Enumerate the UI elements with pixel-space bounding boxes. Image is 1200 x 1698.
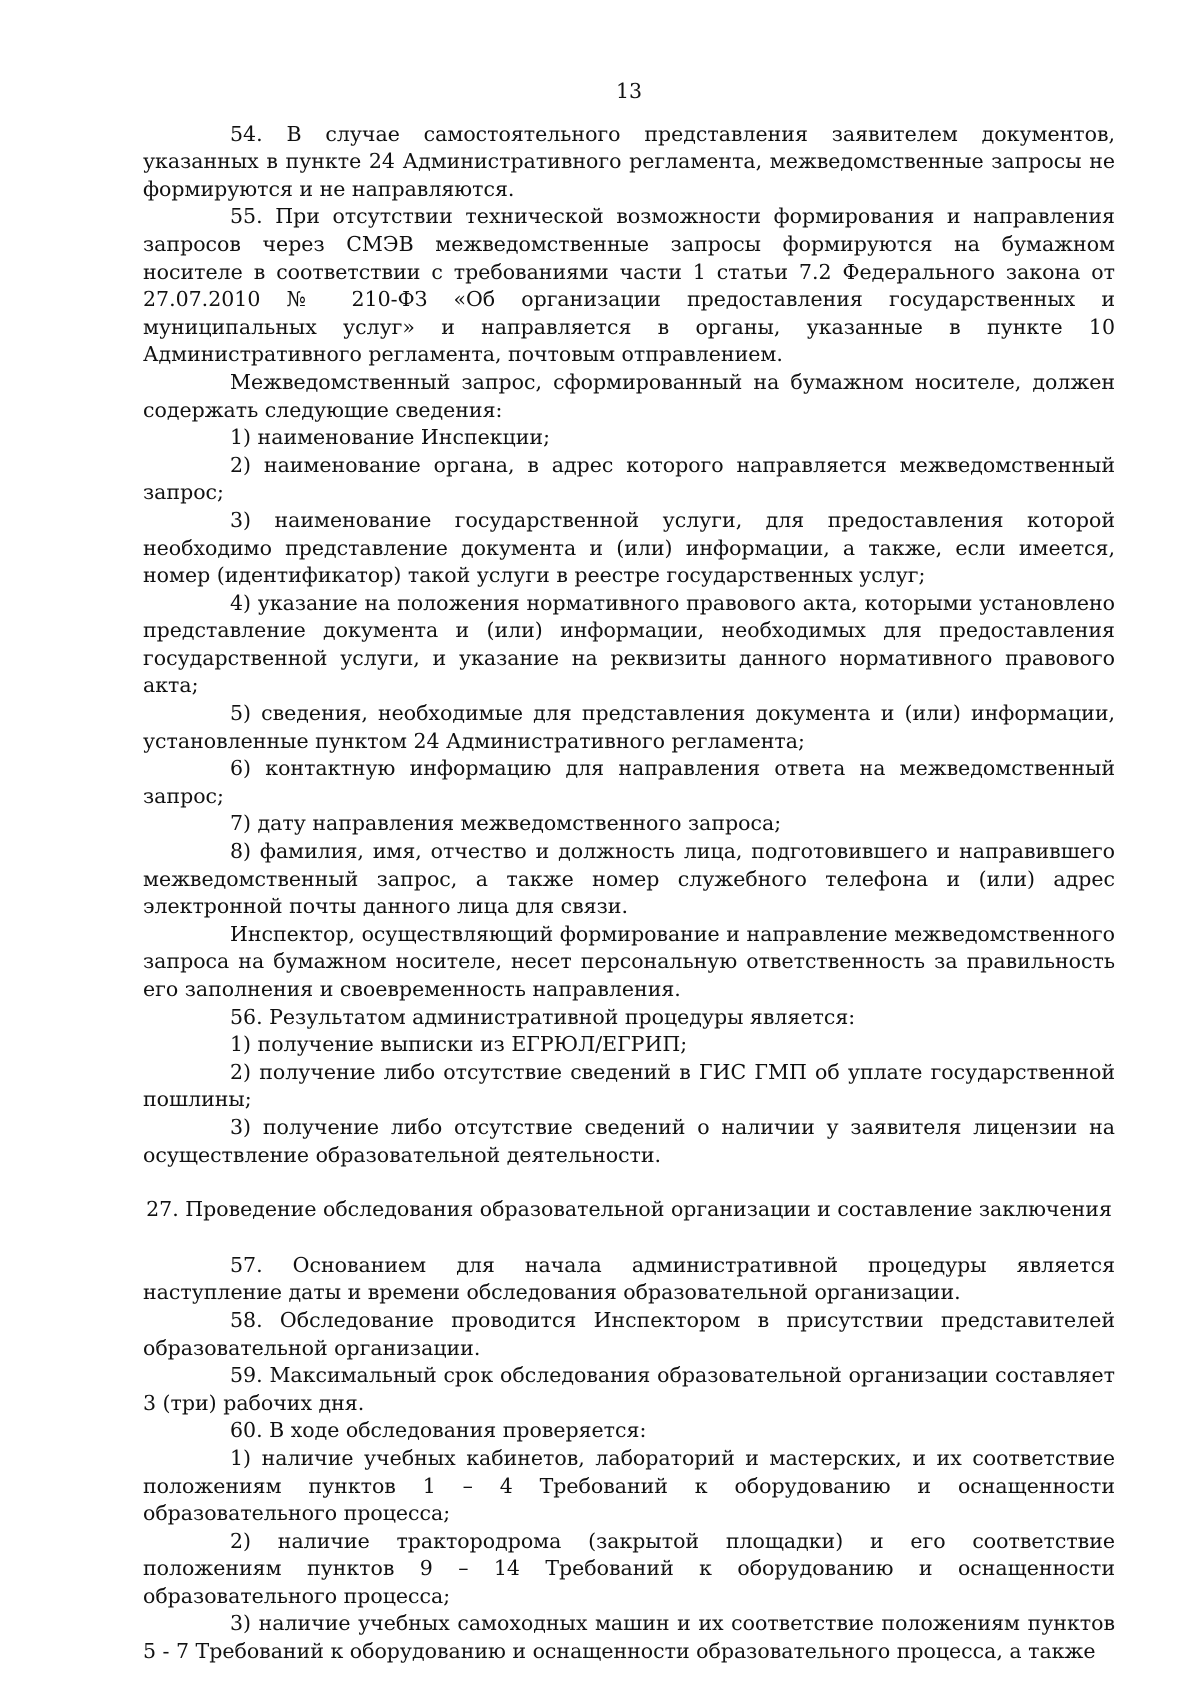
paragraph-54: 54. В случае самостоятельного представления заявителем документов, указанных в пункте 24 Административного регламента, межведомственные запросы не формируются и не направляются. [143,121,1115,201]
paragraph-59: 59. Максимальный срок обследования образовательной организации составляет 3 (три) рабочих дня. [143,1363,1115,1415]
list-item-1: 1) наименование Инспекции; [230,425,550,450]
result-item-1: 1) получение выписки из ЕГРЮЛ/ЕГРИП; [230,1032,688,1057]
result-item-3: 3) получение либо отсутствие сведений о наличии у заявителя лицензии на осуществление образовательной деятельности. [143,1114,1115,1167]
check-item-1: 1) наличие учебных кабинетов, лабораторий и мастерских, и их соответствие положениям пунктов 1 – 4 Требований к оборудованию и оснащенности образовательного процесса; [143,1445,1115,1526]
paragraph-60: 60. В ходе обследования проверяется: [230,1418,647,1443]
result-item-2: 2) получение либо отсутствие сведений в ГИС ГМП об уплате государственной пошлины; [143,1059,1115,1112]
paragraph-request-contents: Межведомственный запрос, сформированный на бумажном носителе, должен содержать следующие сведения: [143,369,1115,422]
page-number: 13 [615,79,643,103]
paragraph-58: 58. Обследование проводится Инспектором в присутствии представителей образовательной организации. [143,1307,1115,1360]
list-item-2: 2) наименование органа, в адрес которого направляется межведомственный запрос; [143,452,1115,505]
list-item-5: 5) сведения, необходимые для представления документа и (или) информации, установленные пунктом 24 Административного регламента; [143,701,1115,753]
paragraph-55: 55. При отсутствии технической возможности формирования и направления запросов через СМЭВ межведомственные запросы формируются на бумажном носителе в соответствии с требованиями части 1 статьи 7.2 Федерального закона от 27.07.2010 № 210-ФЗ «Об организации предоставления государственных и муниципальных услуг» и направляется в органы, указанные в пункте 10 Административного регламента, почтовым отправлением. [143,204,1115,367]
list-item-7: 7) дату направления межведомственного запроса; [230,811,782,836]
paragraph-inspector-responsibility: Инспектор, осуществляющий формирование и направление межведомственного запроса на бумажном носителе, несет персональную ответственность за правильность его заполнения и своевременность направления. [143,921,1115,1001]
list-item-8: 8) фамилия, имя, отчество и должность лица, подготовившего и направившего межведомственный запрос, а также номер служебного телефона и (или) адрес электронной почты данного лица для связи. [143,839,1115,919]
check-item-3: 3) наличие учебных самоходных машин и их соответствие положениям пунктов 5 - 7 Требований к оборудованию и оснащенности образовательного процесса, а также [143,1611,1115,1664]
list-item-4: 4) указание на положения нормативного правового акта, которыми установлено представление документа и (или) информации, необходимых для предоставления государственной услуги, и указание на реквизиты данного нормативного правового акта; [143,590,1115,698]
paragraph-57: 57. Основанием для начала административной процедуры является наступление даты и времени обследования образовательной организации. [143,1252,1115,1305]
check-item-2: 2) наличие трактородрома (закрытой площадки) и его соответствие положениям пунктов 9 – 14 Требований к оборудованию и оснащенности образовательного процесса; [143,1528,1115,1608]
section-heading-27: 27. Проведение обследования образовательной организации и составление заключения [146,1197,1112,1222]
list-item-3: 3) наименование государственной услуги, для предоставления которой необходимо представление документа и (или) информации, а также, если имеется, номер (идентификатор) такой услуги в реестре государственных услуг; [143,507,1115,588]
list-item-6: 6) контактную информацию для направления ответа на межведомственный запрос; [143,756,1115,808]
paragraph-56: 56. Результатом административной процедуры является: [230,1004,856,1029]
